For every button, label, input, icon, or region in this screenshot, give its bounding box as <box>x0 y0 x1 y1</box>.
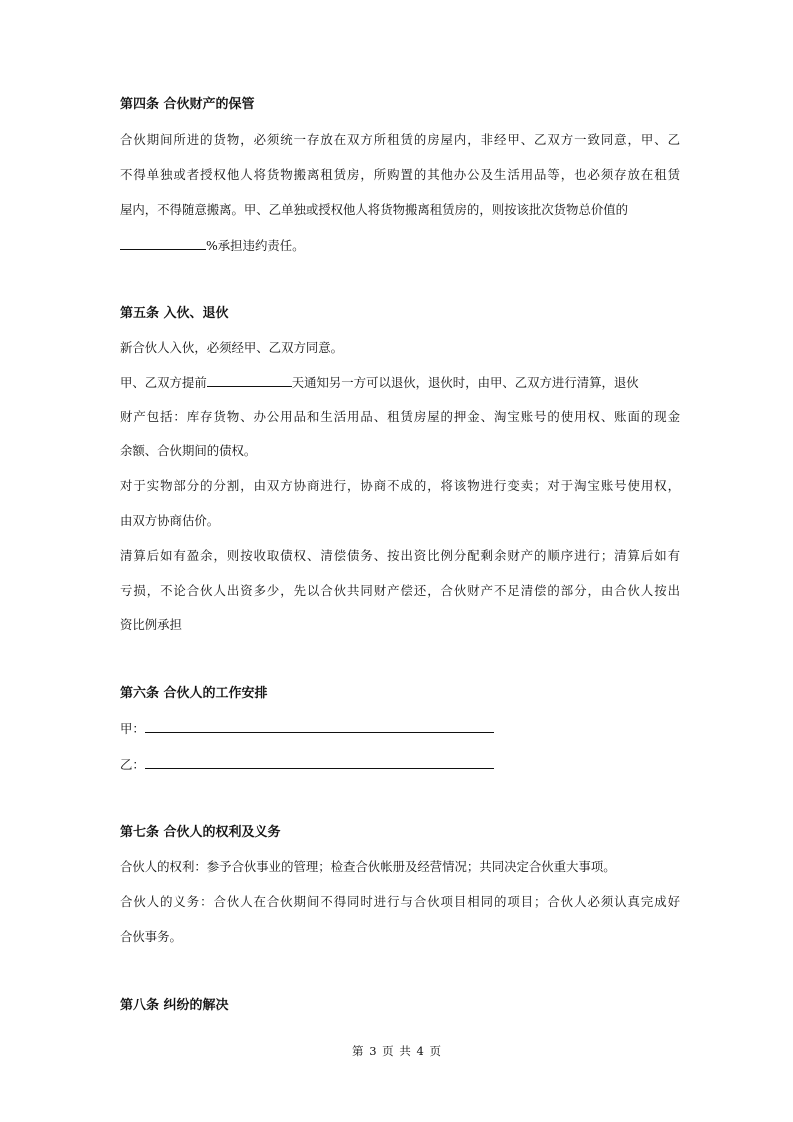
section-7-duties-line-1: 合伙人的义务：合伙人在合伙期间不得同时进行与合伙项目相同的项目；合伙人必须认真完成好 <box>120 894 680 909</box>
section-5-para-2-line-1 <box>120 374 680 391</box>
page-footer <box>0 1044 793 1058</box>
section-4-line-2: 不得单独或者授权他人将货物搬离租赁房，所购置的其他办公及生活用品等，也必须存放在租赁 <box>120 167 680 182</box>
footer-label-3: 页 <box>429 1044 441 1058</box>
section-7-title: 第七条 合伙人的权利及义务 <box>120 825 281 840</box>
section-5-para-4-line-3: 资比例承担 <box>120 617 182 632</box>
section-5-para-3-line-2: 由双方协商估价。 <box>120 513 220 528</box>
current-page-number: 3 <box>369 1044 377 1058</box>
section-7-duties-line-2: 合伙事务。 <box>120 929 182 944</box>
section-5-para-2-line-2: 财产包括：库存货物、办公用品和生活用品、租赁房屋的押金、淘宝账号的使用权、账面的现金 <box>120 409 680 424</box>
party-a-work-line <box>120 720 680 737</box>
section-4-line-1: 合伙期间所进的货物，必须统一存放在双方所租赁的房屋内，非经甲、乙双方一致同意，甲、乙 <box>120 132 680 147</box>
section-5-para-4-line-2: 亏损，不论合伙人出资多少，先以合伙共同财产偿还，合伙财产不足清偿的部分，由合伙人按出 <box>120 583 680 598</box>
section-5-para-1: 新合伙人入伙，必须经甲、乙双方同意。 <box>120 340 344 355</box>
notice-suffix: 天通知另一方可以退伙，退伙时，由甲、乙双方进行清算，退伙 <box>291 375 639 390</box>
section-8-title: 第八条 纠纷的解决 <box>120 998 229 1013</box>
percentage-blank[interactable] <box>120 237 206 250</box>
notice-prefix: 甲、乙双方提前 <box>120 375 207 390</box>
party-b-work-line <box>120 756 680 773</box>
footer-label-2: 页 <box>382 1044 394 1058</box>
party-b-work-blank[interactable] <box>145 756 494 769</box>
section-4-title: 第四条 合伙财产的保管 <box>120 97 255 112</box>
section-4-line-4 <box>120 237 680 254</box>
section-6-title: 第六条 合伙人的工作安排 <box>120 686 268 701</box>
section-5-para-4-line-1: 清算后如有盈余，则按收取债权、清偿债务、按出资比例分配剩余财产的顺序进行；清算后如有 <box>120 548 680 563</box>
section-5-para-3-line-1: 对于实物部分的分割，由双方协商进行，协商不成的，将该物进行变卖；对于淘宝账号使用权， <box>120 478 680 493</box>
section-7-rights: 合伙人的权利：参予合伙事业的管理；检查合伙帐册及经营情况；共同决定合伙重大事项。 <box>120 859 616 874</box>
party-a-label: 甲： <box>120 721 145 736</box>
section-4-line-3: 屋内，不得随意搬离。甲、乙单独或授权他人将货物搬离租赁房的，则按该批次货物总价值的 <box>120 202 629 217</box>
section-4-line-4-text: %承担违约责任。 <box>206 238 305 253</box>
section-5-title: 第五条 入伙、退伙 <box>120 306 229 321</box>
total-page-number: 4 <box>416 1044 424 1058</box>
party-a-work-blank[interactable] <box>145 720 494 733</box>
footer-label-1: 第 <box>352 1044 364 1058</box>
notice-days-blank[interactable] <box>207 374 292 387</box>
party-b-label: 乙： <box>120 757 145 772</box>
footer-total-label: 共 <box>399 1044 411 1058</box>
section-5-para-2-line-3: 余额、合伙期间的债权。 <box>120 443 257 458</box>
